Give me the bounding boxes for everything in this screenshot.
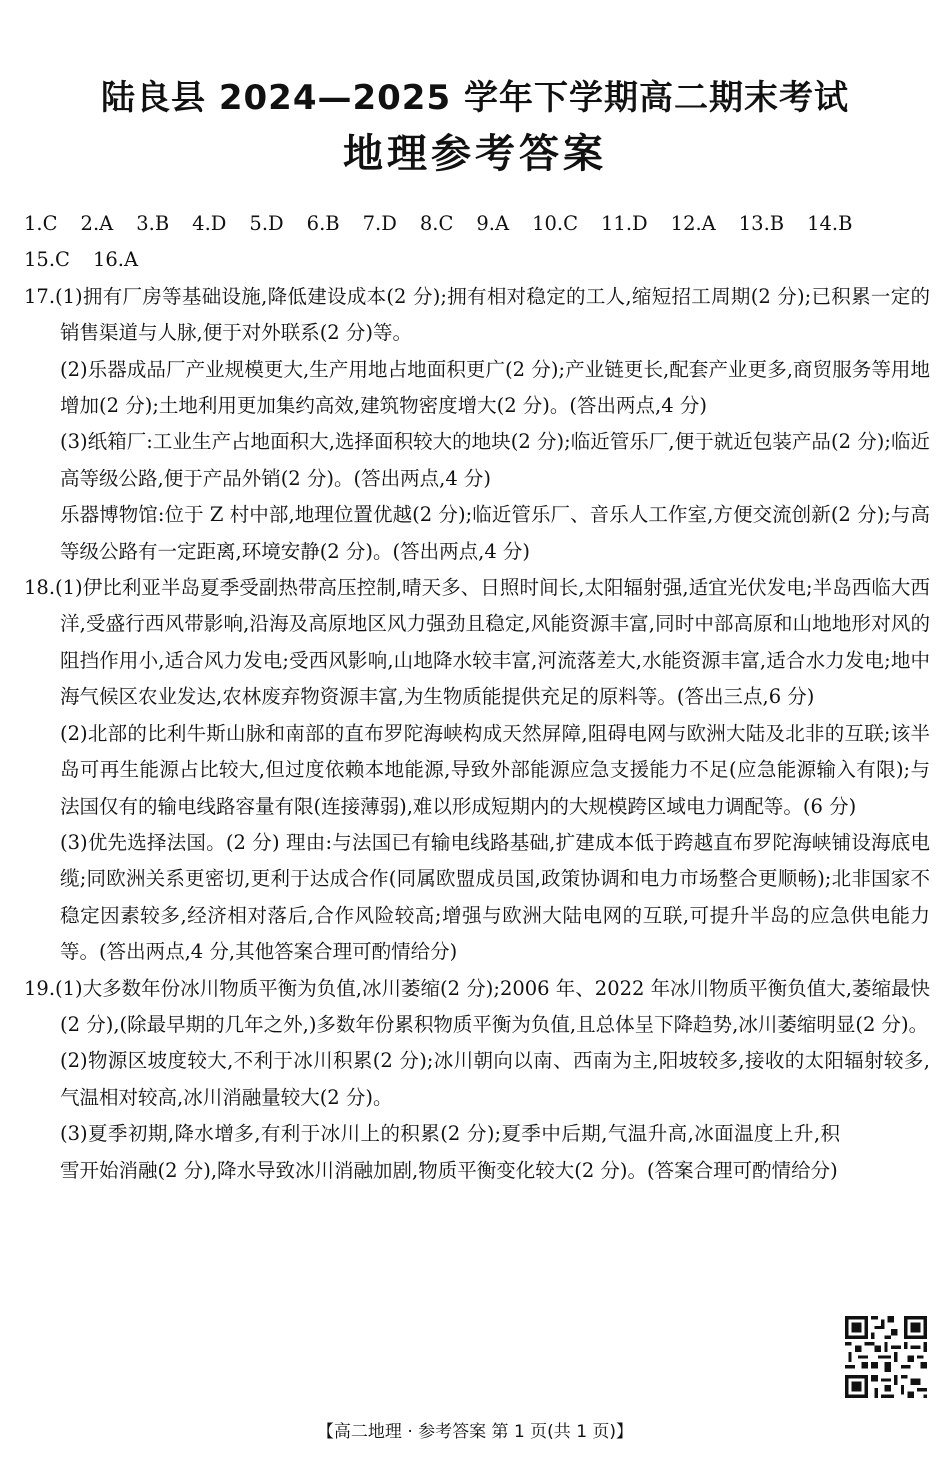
choice-answer: 1.C xyxy=(24,212,58,235)
choice-answer: 14.B xyxy=(807,212,853,235)
q19-part1: 19.(1)大多数年份冰川物质平衡为负值,冰川萎缩(2 分);2006 年、2022 年冰川物质平衡负值大,萎缩最快(2 分),(除最早期的几年之外,)多数年份累积物质平衡为负值,且总体呈下降趋势,冰川萎缩明显(2 分)。 xyxy=(24,976,930,1036)
q18-part1: 18.(1)伊比利亚半岛夏季受副热带高压控制,晴天多、日照时间长,太阳辐射强,适宜光伏发电;半岛西临大西洋,受盛行西风带影响,沿海及高原地区风力强劲且稳定,风能资源丰富,同时中部高原和山地地形对风的阻挡作用小,适合风力发电;受西风影响,山地降水较丰富,河流落差大,水能资源丰富,适合水力发电;地中海气候区农业发达,农林废弃物资源丰富,为生物质能提供充足的原料等。(答出三点,6 分) xyxy=(24,576,930,709)
choice-answer: 5.D xyxy=(249,212,284,235)
choice-answer: 13.B xyxy=(738,212,785,235)
q17-part1: 17.(1)拥有厂房等基础设施,降低建设成本(2 分);拥有相对稳定的工人,缩短招工周期(2 分);已积累一定的销售渠道与人脉,便于对外联系(2 分)等。 xyxy=(24,284,930,345)
choice-answers-row-1 xyxy=(24,206,930,242)
answer-body xyxy=(24,206,930,1189)
choice-answer: 6.B xyxy=(306,212,340,235)
choice-answer: 15.C xyxy=(24,248,70,272)
page-footer: 【高二地理 · 参考答案 第 1 页(共 1 页)】 xyxy=(316,1422,634,1442)
q19-part2: (2)物源区坡度较大,不利于冰川积累(2 分);冰川朝向以南、西南为主,阳坡较多,接收的太阳辐射较多,气温相对较高,冰川消融量较大(2 分)。 xyxy=(60,1049,930,1109)
qr-code-icon[interactable] xyxy=(845,1316,927,1398)
choice-answer: 8.C xyxy=(419,212,454,235)
choice-answers-row-2 xyxy=(24,242,930,278)
q17-part2: (2)乐器成品厂产业规模更大,生产用地占地面积更广(2 分);产业链更长,配套产业更多,商贸服务等用地增加(2 分);土地利用更加集约高效,建筑物密度增大(2 分)。(答出两点,4 分) xyxy=(60,357,930,418)
q18-part2: (2)北部的比利牛斯山脉和南部的直布罗陀海峡构成天然屏障,阻碍电网与欧洲大陆及北非的互联;该半岛可再生能源占比较大,但过度依赖本地能源,导致外部能源应急支援能力不足(应急能源输入有限);与法国仅有的输电线路容量有限(连接薄弱),难以形成短期内的大规模跨区域电力调配等。(6 分) xyxy=(60,721,930,818)
choice-answer: 7.D xyxy=(362,212,397,235)
choice-answer: 4.D xyxy=(192,212,227,235)
answer-subtitle: 地理参考答案 xyxy=(343,131,607,177)
exam-title: 陆良县 2024—2025 学年下学期高二期末考试 xyxy=(101,78,849,118)
choice-answer: 16.A xyxy=(92,248,139,272)
choice-answer: 11.D xyxy=(601,212,648,235)
q18-part3: (3)优先选择法国。(2 分) 理由:与法国已有输电线路基础,扩建成本低于跨越直布罗陀海峡铺设海底电缆;同欧洲关系更密切,更利于达成合作(同属欧盟成员国,政策协调和电力市场整合更顺畅);北非国家不稳定因素较多,经济相对落后,合作风险较高;增强与欧洲大陆电网的互联,可提升半岛的应急供电能力等。(答出两点,4 分,其他答案合理可酌情给分) xyxy=(60,830,930,964)
q17-part3-museum: 乐器博物馆:位于 Z 村中部,地理位置优越(2 分);临近管乐厂、音乐人工作室,方便交流创新(2 分);与高等级公路有一定距离,环境安静(2 分)。(答出两点,4 分) xyxy=(60,503,930,563)
choice-answer: 9.A xyxy=(476,212,510,235)
q19-part3: (3)夏季初期,降水增多,有利于冰川上的积累(2 分);夏季中后期,气温升高,冰面温度上升,积雪开始消融(2 分),降水导致冰川消融加剧,物质平衡变化较大(2 分)。(答案合理可酌情给分) xyxy=(60,1122,840,1182)
choice-answer: 3.B xyxy=(136,212,170,235)
choice-answer: 12.A xyxy=(670,212,716,235)
choice-answer: 2.A xyxy=(80,212,114,235)
choice-answer: 10.C xyxy=(532,212,578,235)
q17-part3: (3)纸箱厂:工业生产占地面积大,选择面积较大的地块(2 分);临近管乐厂,便于就近包装产品(2 分);临近高等级公路,便于产品外销(2 分)。(答出两点,4 分) xyxy=(60,430,930,490)
